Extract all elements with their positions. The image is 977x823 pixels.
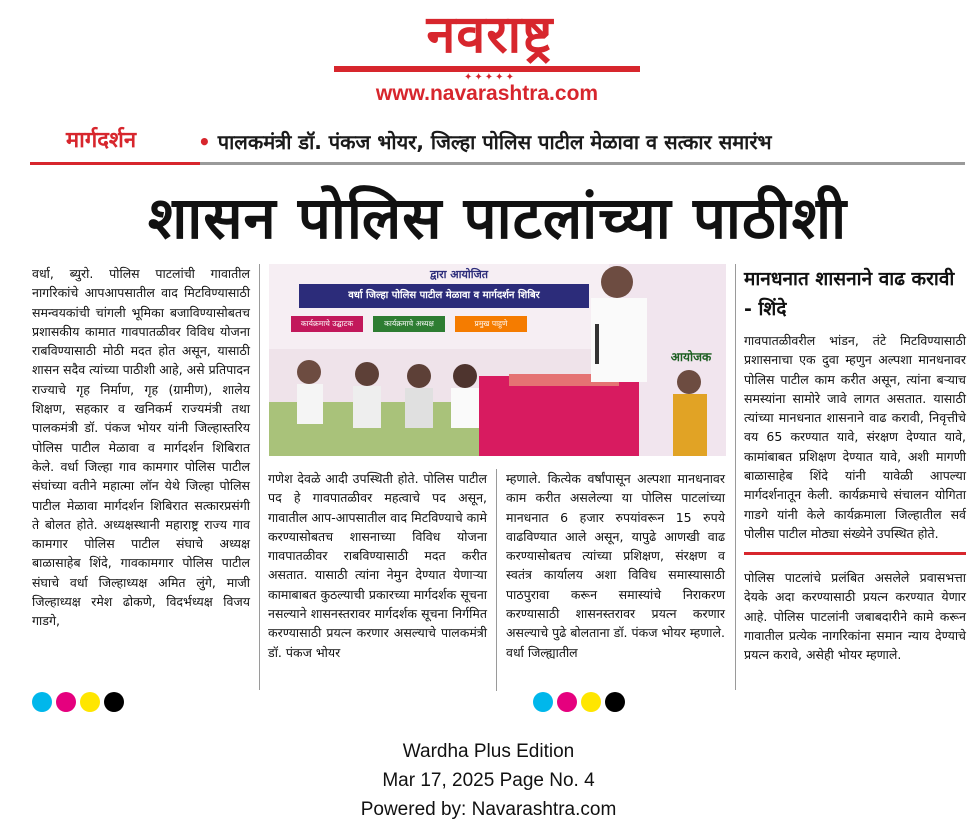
- registration-mark-magenta: [56, 692, 76, 712]
- kicker-subhead: [198, 126, 965, 158]
- headline: शासन पोलिस पाटलांच्या पाठीशी: [147, 184, 848, 252]
- kicker-rule-red: [30, 162, 200, 165]
- masthead: [0, 0, 977, 110]
- footer-edition: Wardha Plus Edition: [402, 741, 575, 762]
- banner-label-2: कार्यक्रमाचे अध्यक्ष: [384, 319, 434, 328]
- column-divider: [496, 469, 497, 691]
- article-column-1: वर्धा, ब्युरो. पोलिस पाटलांची गावातील नागरिकांचे आपआपसातील वाद मिटविण्यासाठी समन्वयकांची चांगली भूमिका बजाविण्यासोबतच प्रशासकीय कामात गावपातळीवर विविध योजना राबविण्यासाठी मोठी मदत होत असून, यासाठी शासन सदैव त्यांच्या पाठीशी आहे, असे प्रतिपादन राज्याचे गृह निर्माण, गृह (ग्रामीण), शालेय शिक्षण, सहकार व खनिकर्म राज्यमंत्री तथा पालकमंत्री डॉ. पंकज भोयर यांनी जिल्हास्तरिय पोलिस पाटील मेळावा व मार्गदर्शन शिबिरात केले. वर्धा जिल्हा गाव कामगार पोलिस पाटील संघांच्या वतीने महात्मा लॉन येथे जिल्हा पोलिस पाटील मेळावा मार्गदर्शन शिबिरात सत्कारप्रसंगी ते बोलत होते. अध्यक्षस्थानी महाराष्ट्र राज्य गाव कामगार पोलिस पाटील संघाचे अध्यक्ष बाळासाहेब शिंदे, गावकामगार पोलिस पाटील संघाचे वर्धा जिल्हाध्यक्ष अमित लुंगे, माजी जिल्हाध्यक्ष रमेश ढोकणे, विदर्भध्यक्ष विजय गाडगे,: [32, 266, 250, 629]
- banner-label-3: प्रमुख पाहुणे: [474, 319, 508, 328]
- banner-label-1: कार्यक्रमाचे उद्घाटक: [300, 319, 354, 328]
- section-tag: मार्गदर्शन: [66, 128, 137, 153]
- sidebar-heading: मानधनात शासनाने वाढ करावी - शिंदे: [744, 268, 955, 320]
- banner-side-text: आयोजक: [670, 350, 712, 364]
- sidebar-text: गावपातळीवरील भांडन, तंटे मिटविण्यासाठी प्रशासनाचा एक दुवा म्हणुन अल्पशा मानधनावर पोलिस पाटील काम करीत असून, त्यांना बऱ्याच समस्यांना सामोरे जावे लागत असतात. यासाठी त्यांच्या मानधनात शासनाने वाढ करावी, निवृत्तीचे वय 65 करण्यात यावे, संरक्षण देण्यात यावे, कामांबाबत प्रशिक्षण देण्यात यावे, अशी मागणी बाळासाहेब शिंदे यांनी यावेळी आपल्या मार्गदर्शनातून केली. कार्यक्रमाचे संचालन योगिता गाडगे यांनी केले कार्यक्रमाला जिल्हातील सर्व पोलीस पाटील मोठ्या संख्येने उपस्थित होते.: [744, 333, 966, 541]
- registration-mark-yellow: [80, 692, 100, 712]
- registration-mark-black: [605, 692, 625, 712]
- event-photo: [269, 264, 726, 456]
- kicker-subhead-text: पालकमंत्री डॉ. पंकज भोयर, जिल्हा पोलिस पाटील मेळावा व सत्कार समारंभ: [217, 130, 772, 154]
- registration-mark-magenta: [557, 692, 577, 712]
- registration-mark-cyan: [533, 692, 553, 712]
- newspaper-logo: नवराष्ट्र: [426, 5, 554, 65]
- sidebar-rule: [744, 552, 966, 555]
- article-column-3: म्हणाले. कित्येक वर्षांपासून अल्पशा मानधनावर काम करीत असलेल्या या पोलिस पाटलांच्या मानधनात 6 हजार रुपयांवरून 15 रुपये वाढविण्यात आले असून, यापुढे आणखी वाढ करण्यासोबतच त्यांच्या प्रशिक्षण, संरक्षण व स्वतंत्र कार्यालय अशा विविध समास्यासाठी पाठपुरावा करून समास्यांचे निराकरण करण्यासाठी शासनस्तरावर प्रयत्न करणार असल्याचे पुढे बोलताना डॉ. पंकज भोयर म्हणाले. वर्धा जिल्ह्यातील: [506, 471, 725, 660]
- column-divider: [259, 264, 260, 690]
- article-column-5: पोलिस पाटलांचे प्रलंबित असलेले प्रवासभत्ता देयके अदा करण्यासाठी प्रयत्न करण्यात येणार आहे. पोलिस पाटलांनी जबाबदारीने कामे करून गावातील प्रत्येक नागरिकांना समान न्याय देण्याचे प्रयत्न करावे, असेही भोयर म्हणाले.: [744, 570, 966, 663]
- logo-stars: ✦✦✦✦✦: [464, 72, 516, 83]
- registration-mark-black: [104, 692, 124, 712]
- column-divider: [735, 264, 736, 690]
- article-column-2: गणेश देवळे आदी उपस्थिती होते. पोलिस पाटील पद हे गावपातळीवर महत्वाचे पद असून, गावातील आप-आपसातील वाद मिटविण्याचे कामे करण्यासोबतच शासनाच्या विविध योजना गावपातळीवर राबविण्यासाठी मदत करीत असतात. यासाठी त्यांना नेमुन देण्यात येणाऱ्या कामाबाबत कुठल्याची प्रकारच्या मार्गदर्शक सूचना नसल्याने शासनस्तरावर मार्गदर्शक सूचना निर्गमित करण्यासाठी प्रयत्न करणार असल्याचे पालकमंत्री डॉ. पंकज भोयर: [268, 471, 487, 660]
- registration-mark-cyan: [32, 692, 52, 712]
- kicker-rule-grey: [200, 162, 965, 165]
- registration-mark-yellow: [581, 692, 601, 712]
- footer-powered-by: Powered by: Navarashtra.com: [360, 799, 617, 820]
- banner-top-text: द्वारा आयोजित: [429, 268, 489, 281]
- kicker-row: [30, 124, 965, 164]
- footer-date-page: Mar 17, 2025 Page No. 4: [382, 770, 595, 791]
- masthead-url: www.navarashtra.com: [375, 82, 599, 105]
- bullet-icon: •: [198, 130, 211, 154]
- banner-title: वर्धा जिल्हा पोलिस पाटील मेळावा व मार्गदर्शन शिबिर: [348, 290, 540, 301]
